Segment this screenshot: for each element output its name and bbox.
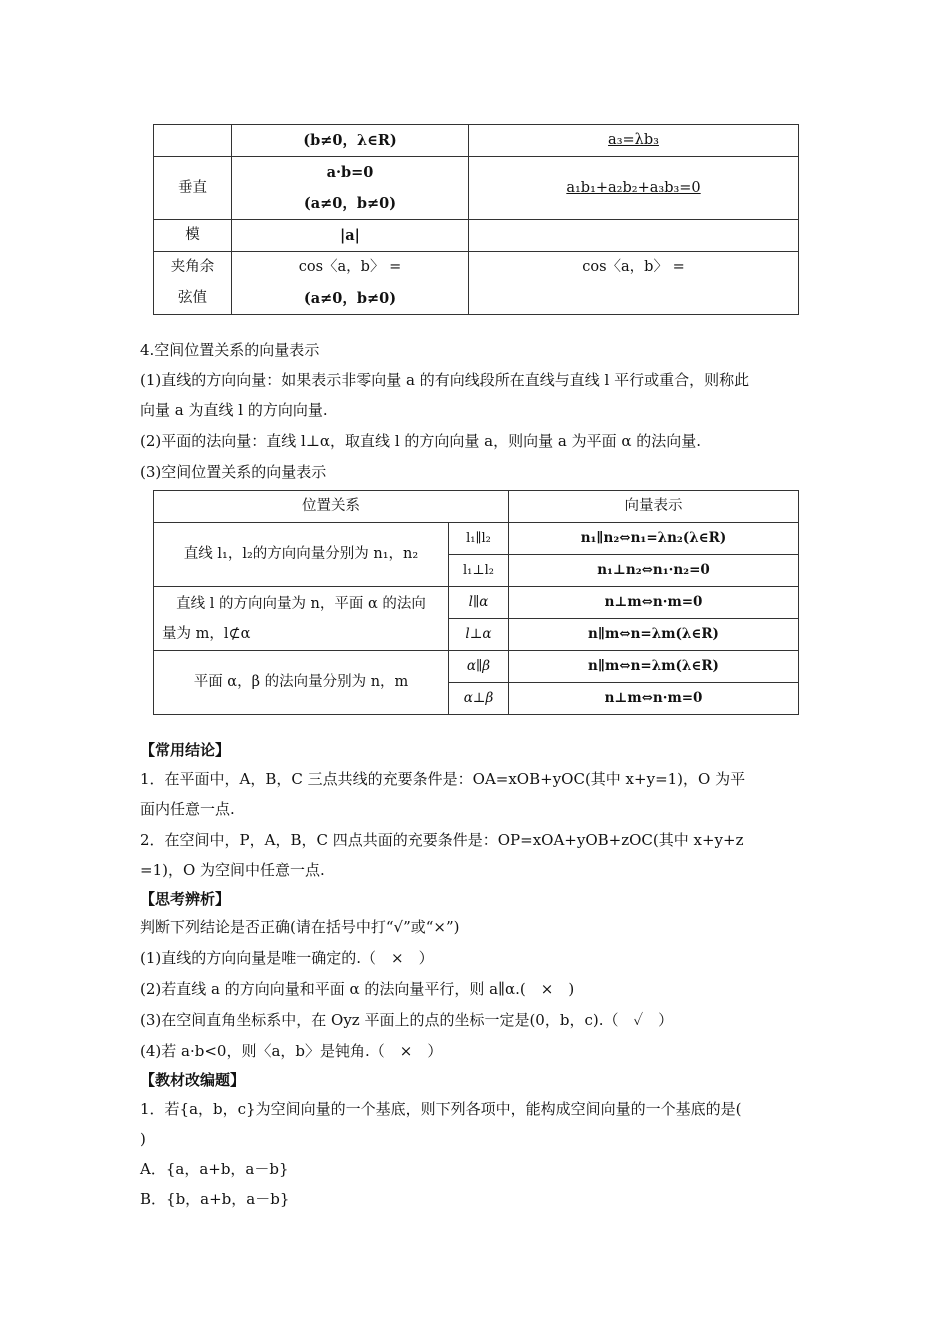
cosine-note: (a≠0，b≠0)	[303, 290, 397, 307]
paragraph: 判断下列结论是否正确(请在括号中打“√”或“×”)	[140, 918, 460, 936]
relation-symbol: l₁∥l₂	[449, 523, 509, 555]
list-item: (2)若直线 a 的方向向量和平面 α 的法向量平行，则 a∥α.( × )	[140, 980, 575, 998]
list-item: (4)若 a·b<0，则〈a，b〉是钝角.（ × ）	[140, 1042, 443, 1060]
section-heading: 【常用结论】	[140, 741, 231, 759]
vector-expression: n⊥m⇔n·m=0	[509, 683, 799, 715]
list-item: (1)直线的方向向量是唯一确定的.（ × ）	[140, 949, 434, 967]
table-row	[154, 252, 799, 315]
row-label: 弦值	[178, 290, 207, 306]
table-header-row	[154, 491, 799, 523]
perpendicular-note: (a≠0，b≠0)	[303, 195, 397, 212]
paragraph: (2)平面的法向量：直线 l⊥α，取直线 l 的方向向量 a，则向量 a 为平面 α 的法向量.	[140, 432, 702, 450]
table-row	[154, 157, 799, 220]
relation-symbol: l⊥α	[449, 619, 509, 651]
table-row	[154, 220, 799, 252]
relation-symbol: l∥α	[449, 587, 509, 619]
list-item: (3)在空间直角坐标系中，在 Oyz 平面上的点的坐标一定是(0，b，c).（ ✓ ）	[140, 1011, 674, 1029]
section-heading: 【思考辨析】	[140, 890, 231, 908]
parallel-coordinate-formula: a₃=λb₃	[608, 132, 659, 148]
paragraph: 1．在平面中，A，B，C 三点共线的充要条件是：OA=xOB+yOC(其中 x+y=1)，O 为平	[140, 770, 746, 788]
section-heading: 【教材改编题】	[140, 1071, 246, 1089]
table-row	[154, 587, 799, 619]
vector-expression: n⊥m⇔n·m=0	[509, 587, 799, 619]
magnitude-coordinate-formula	[469, 220, 799, 252]
column-header: 位置关系	[154, 491, 509, 523]
column-header: 向量表示	[509, 491, 799, 523]
vector-expression: n₁⊥n₂⇔n₁·n₂=0	[509, 555, 799, 587]
vector-formula-table	[153, 124, 799, 315]
section-title: 4.空间位置关系的向量表示	[140, 341, 320, 359]
vector-expression: n∥m⇔n=λm(λ∈R)	[509, 619, 799, 651]
relation-symbol: α∥β	[449, 651, 509, 683]
paragraph: =1)，O 为空间中任意一点.	[140, 861, 325, 879]
relation-symbol: l₁⊥l₂	[449, 555, 509, 587]
paragraph: (1)直线的方向向量：如果表示非零向量 a 的有向线段所在直线与直线 l 平行或重合，则称此	[140, 371, 750, 389]
row-label: 夹角余	[170, 259, 215, 275]
table-row	[154, 651, 799, 683]
paragraph: 面内任意一点.	[140, 800, 235, 818]
relation-description: 量为 m，l⊄α	[162, 625, 251, 642]
row-label: 垂直	[154, 157, 232, 220]
position-relation-table	[153, 490, 799, 715]
table-row	[154, 523, 799, 555]
perpendicular-condition: a·b=0	[326, 164, 374, 181]
relation-symbol: α⊥β	[449, 683, 509, 715]
perpendicular-coordinate-formula: a₁b₁+a₂b₂+a₃b₃=0	[566, 179, 701, 196]
magnitude-formula: |a|	[232, 220, 469, 252]
question: )	[140, 1130, 146, 1148]
question: 1．若{a，b，c}为空间向量的一个基底，则下列各项中，能构成空间向量的一个基底的是(	[140, 1100, 742, 1118]
paragraph: 2．在空间中，P，A，B，C 四点共面的充要条件是：OP=xOA+yOB+zOC(其中 x+y+z	[140, 831, 744, 849]
vector-expression: n∥m⇔n=λm(λ∈R)	[509, 651, 799, 683]
option-b: B．{b，a+b，a－b}	[140, 1190, 290, 1208]
paragraph: 向量 a 为直线 l 的方向向量.	[140, 401, 328, 419]
vector-expression: n₁∥n₂⇔n₁=λn₂(λ∈R)	[509, 523, 799, 555]
row-label	[154, 125, 232, 157]
parallel-condition: (b≠0，λ∈R)	[232, 125, 469, 157]
relation-description: 直线 l 的方向向量为 n，平面 α 的法向	[176, 595, 426, 612]
option-a: A．{a，a+b，a－b}	[140, 1160, 289, 1178]
relation-description: 直线 l₁，l₂的方向向量分别为 n₁，n₂	[154, 523, 449, 587]
row-label: 模	[154, 220, 232, 252]
table-row	[154, 125, 799, 157]
relation-description: 平面 α，β 的法向量分别为 n，m	[154, 651, 449, 715]
paragraph: (3)空间位置关系的向量表示	[140, 463, 327, 481]
cosine-formula: cos〈a，b〉 =	[298, 259, 402, 275]
cosine-coordinate-formula: cos〈a，b〉 =	[582, 259, 685, 275]
